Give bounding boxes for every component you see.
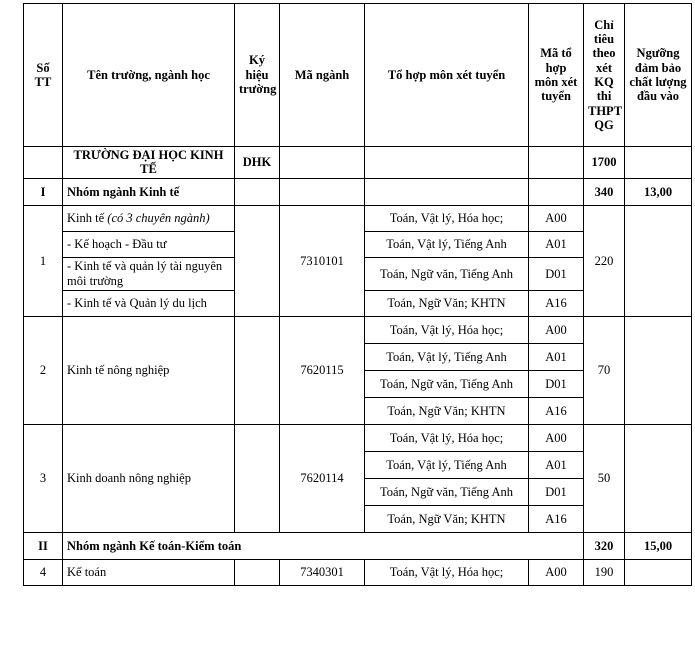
major-stt: 4: [24, 559, 63, 585]
header-threshold: Ngưỡng đảm bảo chất lượng đầu vào: [625, 4, 692, 147]
combo-code: A00: [529, 559, 584, 585]
combo-code: D01: [529, 370, 584, 397]
header-stt: Số TT: [24, 4, 63, 147]
group-quota: 320: [584, 532, 625, 559]
major-code: 7340301: [280, 559, 365, 585]
major-code: 7310101: [280, 205, 365, 316]
admission-table: [23, 3, 692, 586]
school-row: [24, 147, 692, 179]
major-name: Kinh doanh nông nghiệp: [63, 424, 235, 532]
header-name: Tên trường, ngành học: [63, 4, 235, 147]
combo-code: A16: [529, 505, 584, 532]
combo-subjects: Toán, Vật lý, Tiếng Anh: [365, 343, 529, 370]
major-name-note: (có 3 chuyên ngành): [107, 211, 210, 226]
major-row: [24, 205, 692, 231]
combo-code: A00: [529, 424, 584, 451]
combo-subjects: Toán, Vật lý, Hóa học;: [365, 205, 529, 231]
combo-subjects: Toán, Ngữ văn, Tiếng Anh: [365, 257, 529, 290]
major-code: 7620115: [280, 316, 365, 424]
school-code: DHK: [235, 147, 280, 179]
combo-subjects: Toán, Vật lý, Tiếng Anh: [365, 451, 529, 478]
major-stt: 1: [24, 205, 63, 316]
combo-code: A01: [529, 343, 584, 370]
combo-subjects: Toán, Ngữ Văn; KHTN: [365, 290, 529, 316]
major-quota: 70: [584, 316, 625, 424]
major-stt: 2: [24, 316, 63, 424]
combo-subjects: Toán, Vật lý, Hóa học;: [365, 424, 529, 451]
major-row: [24, 559, 692, 585]
specialization: - Kinh tế và quản lý tài nguyên môi trường: [63, 257, 235, 290]
combo-subjects: Toán, Vật lý, Hóa học;: [365, 316, 529, 343]
combo-code: A16: [529, 397, 584, 424]
major-code: 7620114: [280, 424, 365, 532]
header-combo: Tổ hợp môn xét tuyển: [365, 4, 529, 147]
group-stt: I: [24, 178, 63, 205]
major-name-main: Kinh tế: [67, 211, 108, 226]
combo-code: A16: [529, 290, 584, 316]
specialization: - Kế hoạch - Đầu tư: [63, 231, 235, 257]
combo-code: D01: [529, 257, 584, 290]
combo-subjects: Toán, Vật lý, Tiếng Anh: [365, 231, 529, 257]
major-name: [63, 205, 235, 231]
header-major-code: Mã ngành: [280, 4, 365, 147]
group-threshold: 15,00: [625, 532, 692, 559]
major-stt: 3: [24, 424, 63, 532]
header-row: [24, 4, 692, 147]
header-combo-code: Mã tổ hợp môn xét tuyển: [529, 4, 584, 147]
combo-subjects: Toán, Vật lý, Hóa học;: [365, 559, 529, 585]
combo-subjects: Toán, Ngữ Văn; KHTN: [365, 505, 529, 532]
major-quota: 50: [584, 424, 625, 532]
specialization: - Kinh tế và Quản lý du lịch: [63, 290, 235, 316]
group-row-1: [24, 178, 692, 205]
combo-subjects: Toán, Ngữ Văn; KHTN: [365, 397, 529, 424]
major-name: Kinh tế nông nghiệp: [63, 316, 235, 424]
group-threshold: 13,00: [625, 178, 692, 205]
school-name: TRƯỜNG ĐẠI HỌC KINH TẾ: [63, 147, 235, 179]
major-name: Kế toán: [63, 559, 235, 585]
group-quota: 340: [584, 178, 625, 205]
combo-code: A01: [529, 451, 584, 478]
group-stt: II: [24, 532, 63, 559]
combo-subjects: Toán, Ngữ văn, Tiếng Anh: [365, 370, 529, 397]
combo-code: A00: [529, 316, 584, 343]
combo-subjects: Toán, Ngữ văn, Tiếng Anh: [365, 478, 529, 505]
group-name: Nhóm ngành Kinh tế: [63, 178, 235, 205]
major-row: [24, 316, 692, 343]
major-row: [24, 424, 692, 451]
header-quota: Chỉ tiêu theo xét KQ thi THPT QG: [584, 4, 625, 147]
major-quota: 190: [584, 559, 625, 585]
header-school-code: Ký hiệu trường: [235, 4, 280, 147]
major-quota: 220: [584, 205, 625, 316]
combo-code: A01: [529, 231, 584, 257]
combo-code: D01: [529, 478, 584, 505]
group-row-2: [24, 532, 692, 559]
combo-code: A00: [529, 205, 584, 231]
group-name: Nhóm ngành Kế toán-Kiểm toán: [63, 532, 584, 559]
school-quota: 1700: [584, 147, 625, 179]
